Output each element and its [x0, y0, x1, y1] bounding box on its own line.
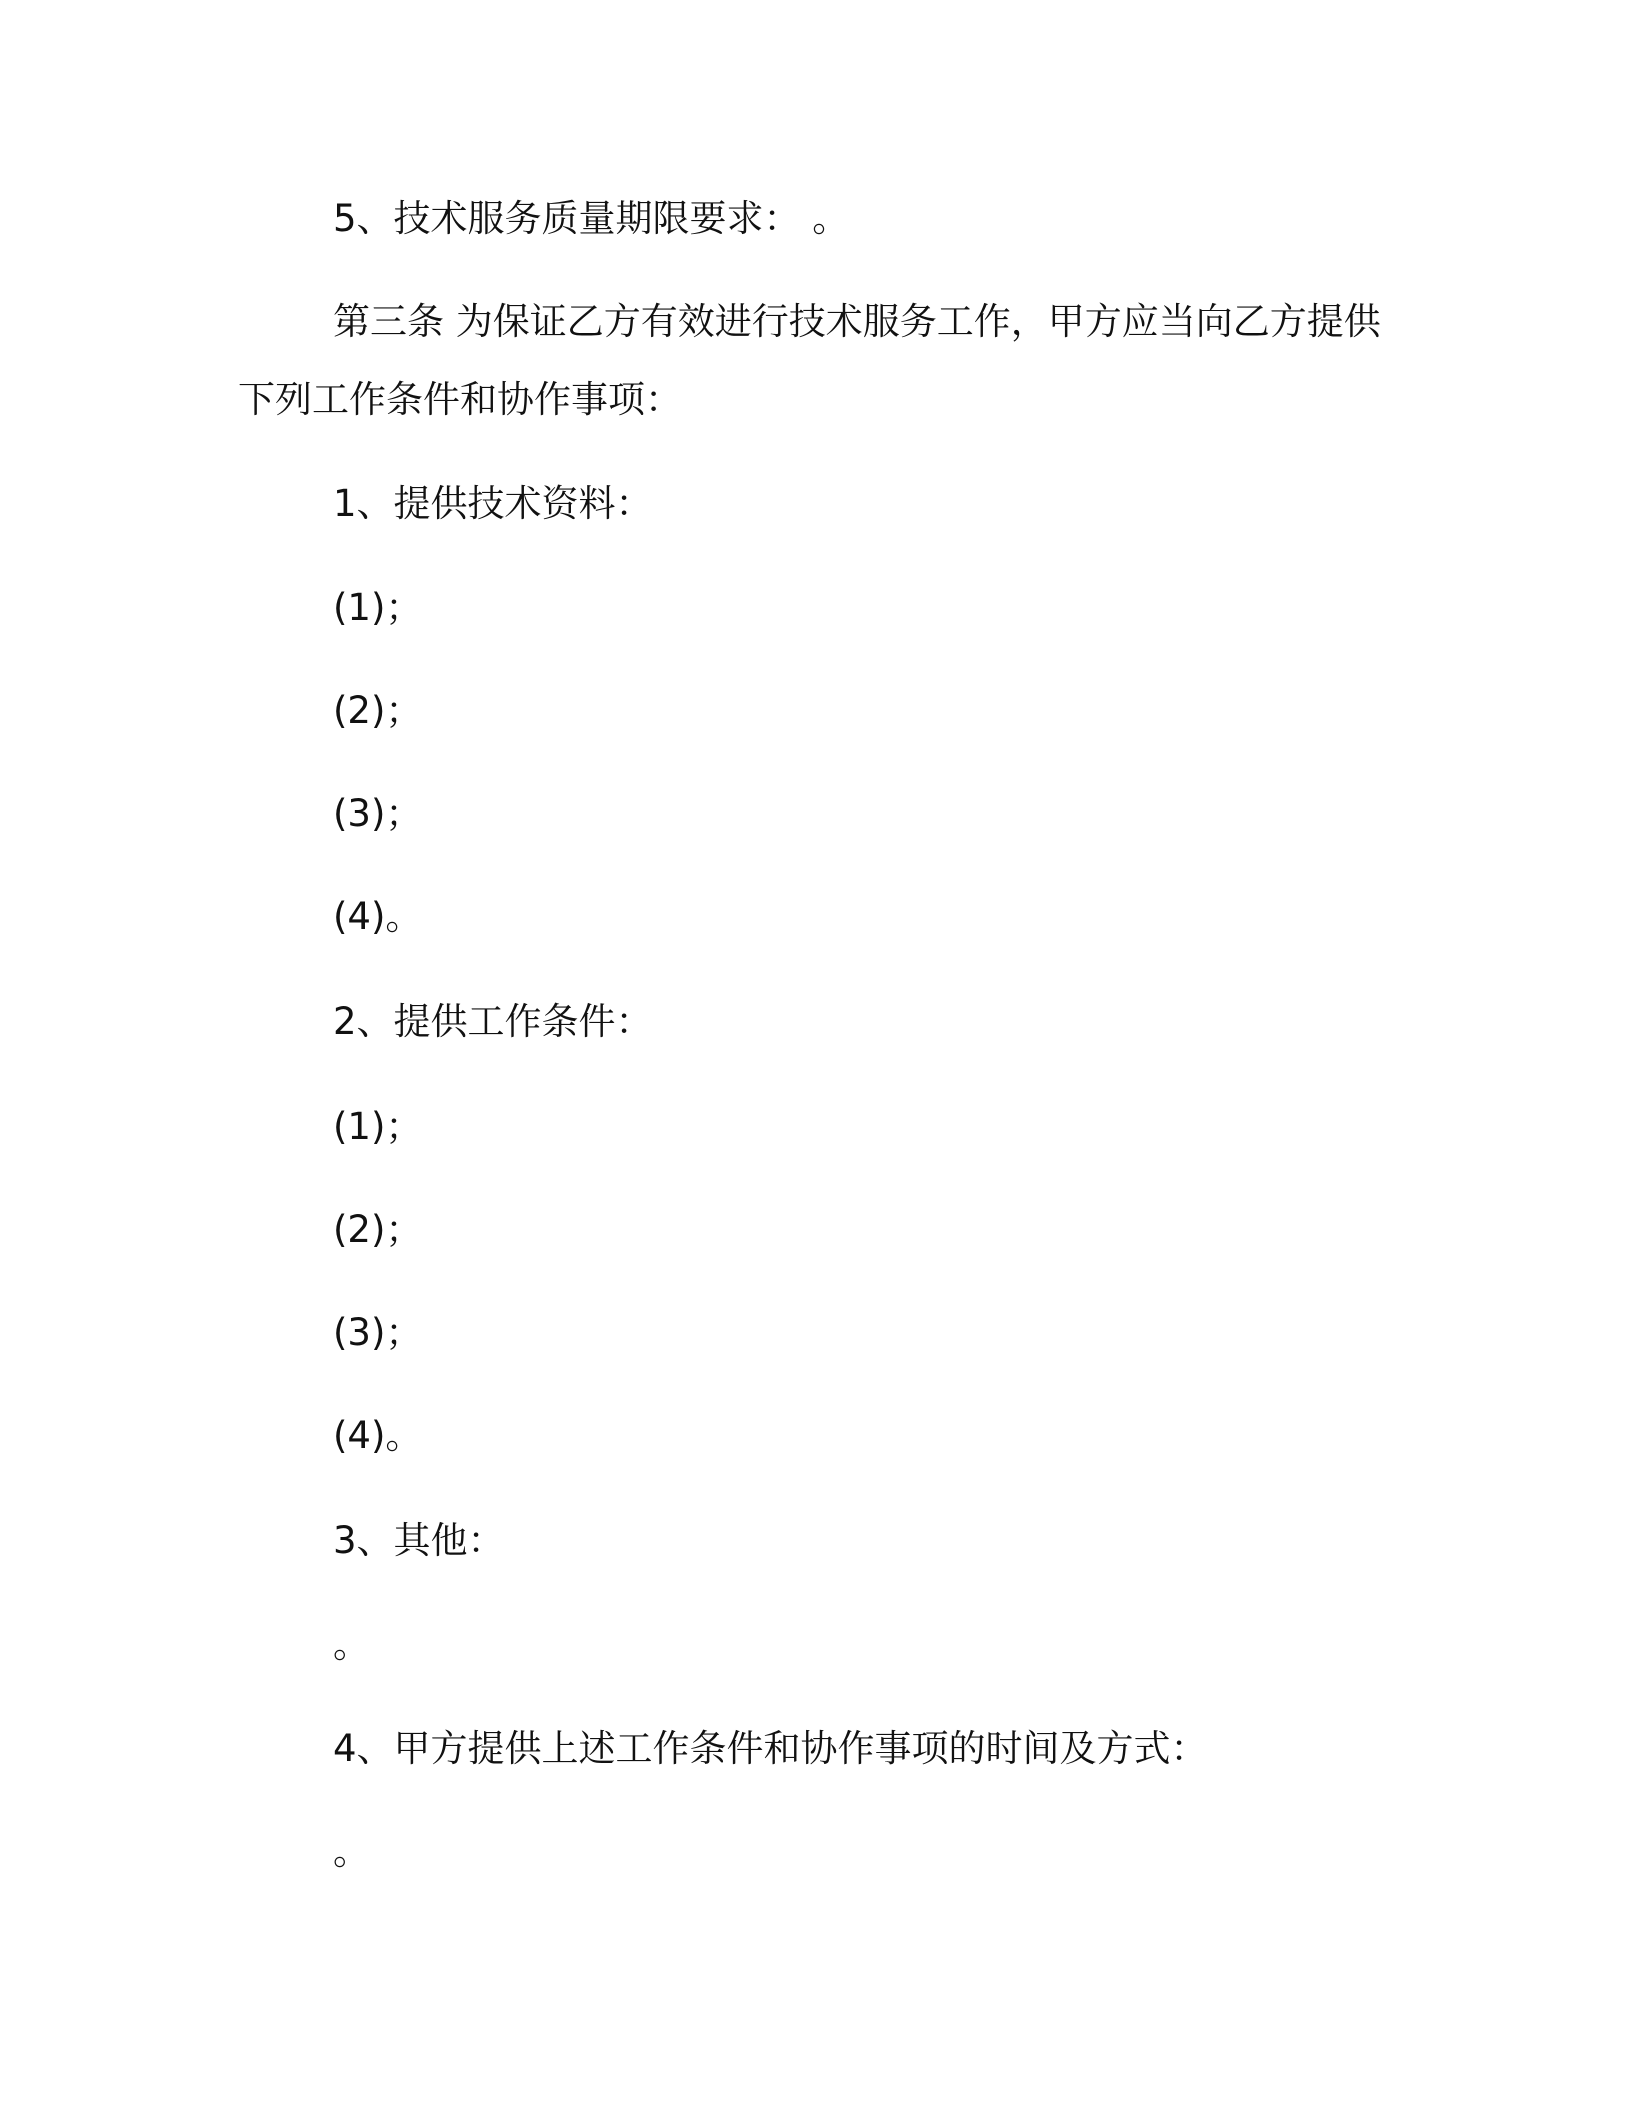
- list-item: (4)。: [333, 895, 423, 938]
- clause-5-service-quality-deadline: 5、技术服务质量期限要求： 。: [333, 197, 850, 240]
- article-3-continuation: 下列工作条件和协作事项：: [238, 378, 682, 421]
- item-3-other: 3、其他：: [333, 1519, 505, 1562]
- list-item: (1)；: [333, 1105, 423, 1148]
- list-item: (1)；: [333, 586, 423, 629]
- item-1-technical-materials: 1、提供技术资料：: [333, 482, 653, 525]
- item-3-blank: 。: [333, 1623, 370, 1666]
- list-item: (3)；: [333, 792, 423, 835]
- item-4-blank: 。: [333, 1830, 370, 1873]
- item-2-working-conditions: 2、提供工作条件：: [333, 1000, 653, 1043]
- item-4-time-and-method: 4、甲方提供上述工作条件和协作事项的时间及方式：: [333, 1727, 1208, 1770]
- article-3-heading: 第三条 为保证乙方有效进行技术服务工作，甲方应当向乙方提供: [333, 300, 1381, 343]
- list-item: (3)；: [333, 1311, 423, 1354]
- list-item: (2)；: [333, 689, 423, 732]
- list-item: (4)。: [333, 1414, 423, 1457]
- list-item: (2)；: [333, 1208, 423, 1251]
